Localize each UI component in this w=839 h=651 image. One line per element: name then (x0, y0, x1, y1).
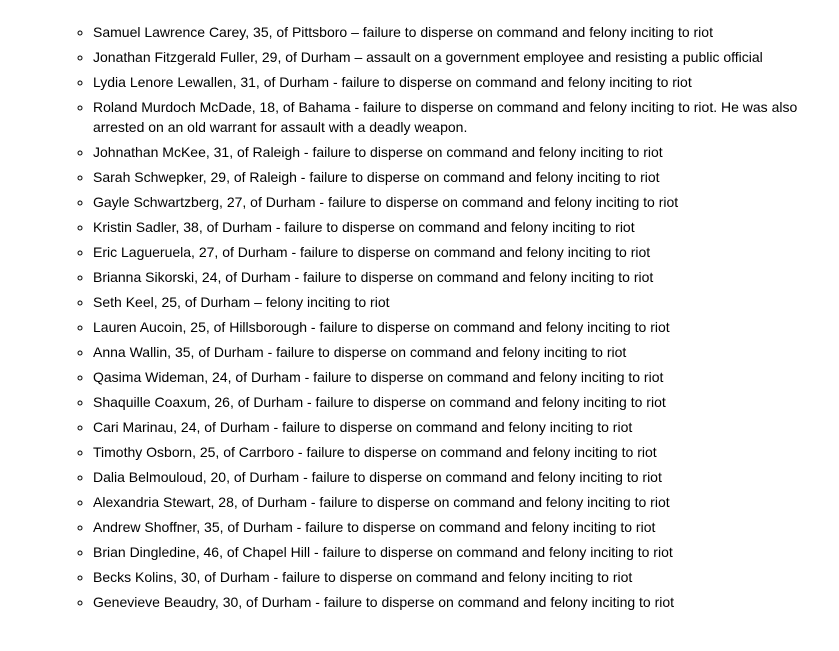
article-body (0, 22, 839, 651)
list-item: ◦ Samuel Lawrence Carey, 35, of Pittsboro – failure to disperse on command and felony inciting to riot (93, 22, 818, 42)
list-item: ◦ Cari Marinau, 24, of Durham - failure to disperse on command and felony inciting to riot (93, 417, 818, 437)
arrest-list (0, 22, 839, 612)
list-item: ◦ Johnathan McKee, 31, of Raleigh - failure to disperse on command and felony inciting to riot (93, 142, 818, 162)
list-item: ◦ Andrew Shoffner, 35, of Durham - failure to disperse on command and felony inciting to riot (93, 517, 818, 537)
list-item: ◦ Sarah Schwepker, 29, of Raleigh - failure to disperse on command and felony inciting to riot (93, 167, 818, 187)
list-item: ◦ Eric Lagueruela, 27, of Durham - failure to disperse on command and felony inciting to riot (93, 242, 818, 262)
list-item: ◦ Timothy Osborn, 25, of Carrboro - failure to disperse on command and felony inciting to riot (93, 442, 818, 462)
list-item: ◦ Dalia Belmouloud, 20, of Durham - failure to disperse on command and felony inciting to riot (93, 467, 818, 487)
list-item: ◦ Becks Kolins, 30, of Durham - failure to disperse on command and felony inciting to riot (93, 567, 818, 587)
list-item: ◦ Brianna Sikorski, 24, of Durham - failure to disperse on command and felony inciting to riot (93, 267, 818, 287)
list-item: ◦ Kristin Sadler, 38, of Durham - failure to disperse on command and felony inciting to riot (93, 217, 818, 237)
list-item: ◦ Gayle Schwartzberg, 27, of Durham - failure to disperse on command and felony inciting to riot (93, 192, 818, 212)
list-item: ◦ Shaquille Coaxum, 26, of Durham - failure to disperse on command and felony inciting to riot (93, 392, 818, 412)
list-item: ◦ Roland Murdoch McDade, 18, of Bahama - failure to disperse on command and felony inciting to riot. He was also arrested on an old warrant for assault with a deadly weapon. (93, 97, 818, 137)
list-item: ◦ Jonathan Fitzgerald Fuller, 29, of Durham – assault on a government employee and resisting a public official (93, 47, 818, 67)
list-item: ◦ Seth Keel, 25, of Durham – felony inciting to riot (93, 292, 818, 312)
list-item: ◦ Anna Wallin, 35, of Durham - failure to disperse on command and felony inciting to riot (93, 342, 818, 362)
list-item: ◦ Genevieve Beaudry, 30, of Durham - failure to disperse on command and felony inciting to riot (93, 592, 818, 612)
list-item: ◦ Brian Dingledine, 46, of Chapel Hill - failure to disperse on command and felony inciting to riot (93, 542, 818, 562)
list-item: ◦ Qasima Wideman, 24, of Durham - failure to disperse on command and felony inciting to riot (93, 367, 818, 387)
list-item: ◦ Lydia Lenore Lewallen, 31, of Durham - failure to disperse on command and felony inciting to riot (93, 72, 818, 92)
list-item: ◦ Alexandria Stewart, 28, of Durham - failure to disperse on command and felony inciting to riot (93, 492, 818, 512)
list-item: ◦ Lauren Aucoin, 25, of Hillsborough - failure to disperse on command and felony inciting to riot (93, 317, 818, 337)
